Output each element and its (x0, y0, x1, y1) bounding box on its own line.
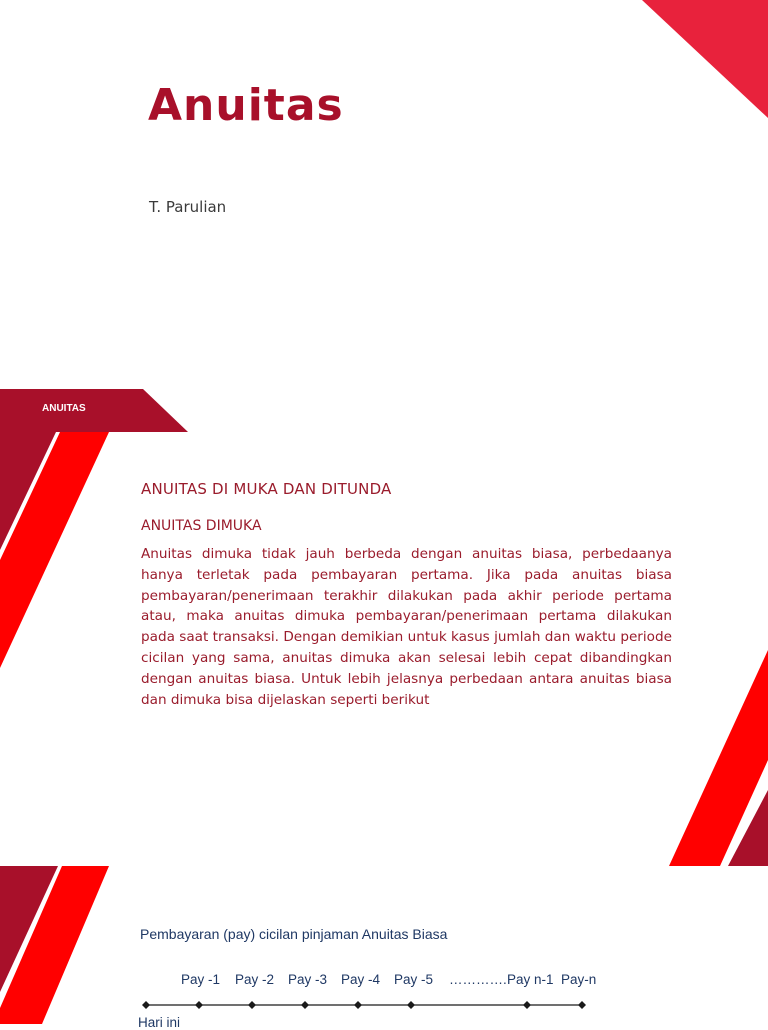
subsection-title: ANUITAS DIMUKA (141, 518, 262, 534)
section-tag: ANUITAS (42, 403, 86, 414)
timeline-marker (354, 1001, 362, 1009)
pay-label: Pay -3 (288, 972, 328, 987)
timeline-marker (248, 1001, 256, 1009)
author-name: T. Parulian (149, 198, 227, 216)
timeline-marker (523, 1001, 531, 1009)
timeline-marker (195, 1001, 203, 1009)
timeline-marker (407, 1001, 415, 1009)
pay-label: Pay -1 (181, 972, 221, 987)
tag-banner (0, 389, 188, 432)
timeline-marker (301, 1001, 309, 1009)
timeline-marker (578, 1001, 586, 1009)
section-title: ANUITAS DI MUKA DAN DITUNDA (141, 480, 392, 498)
body-paragraph: Anuitas dimuka tidak jauh berbeda dengan anuitas biasa, perbedaanya hanya terletak pada pembayaran pertama. Jika pada anuitas biasa pembayaran/penerimaan terakhir dilakukan pada akhir periode pertama atau, maka anuitas dimuka pembayaran/penerimaan pertama dilakukan pada saat transaksi. Dengan demikian untuk kasus jumlah dan waktu periode cicilan yang sama, anuitas dimuka akan selesai lebih cepat dibandingkan dengan anuitas biasa. Untuk lebih jelasnya perbedaan antara anuitas biasa dan dimuka bisa dijelaskan seperti berikut (141, 546, 672, 708)
timeline-marker (142, 1001, 150, 1009)
pay-label: Pay n-1 (507, 972, 554, 987)
timeline-start-label: Hari ini (138, 1015, 181, 1030)
pay-label: Pay -4 (341, 972, 381, 987)
diagram-caption: Pembayaran (pay) cicilan pinjaman Anuitas Biasa (140, 926, 448, 942)
document-title: Anuitas (148, 80, 344, 131)
timeline (142, 1001, 586, 1009)
pay-label: Pay-n (561, 972, 597, 987)
pay-label: Pay -5 (394, 972, 434, 987)
pay-label: Pay -2 (235, 972, 275, 987)
pay-label-ellipsis: …………. (449, 972, 507, 987)
top-right-triangle (642, 0, 768, 118)
